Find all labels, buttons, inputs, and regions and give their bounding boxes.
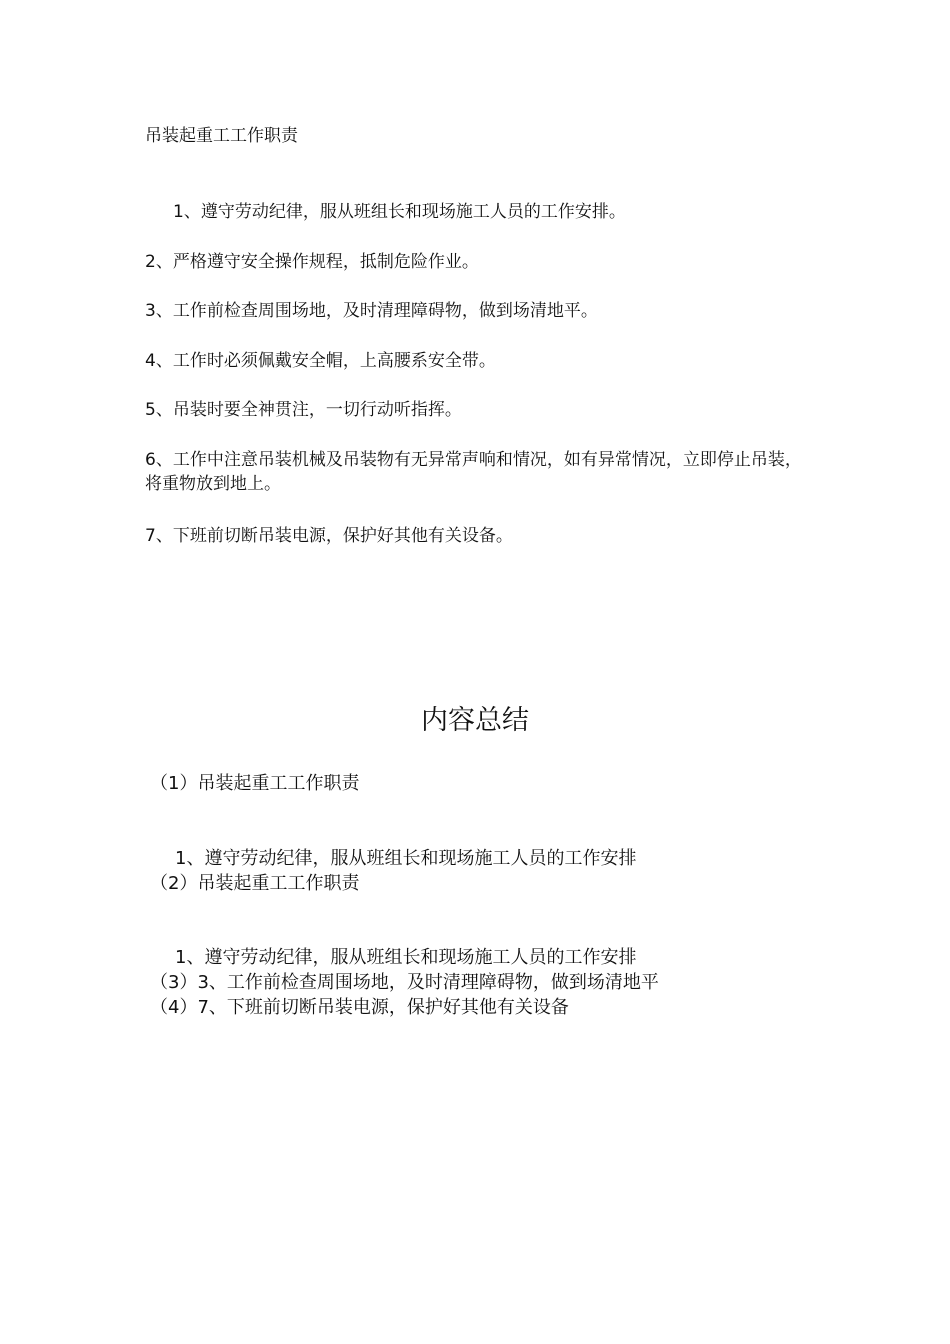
duty-item-1: 1、遵守劳动纪律，服从班组长和现场施工人员的工作安排。 — [173, 202, 626, 222]
duty-item-6: 6、工作中注意吊装机械及吊装物有无异常声响和情况，如有异常情况，立即停止吊装，将重物放到地上。 — [145, 450, 802, 494]
document-title: 吊装起重工工作职责 — [145, 126, 298, 146]
summary-line-2: 1、遵守劳动纪律，服从班组长和现场施工人员的工作安排 — [175, 848, 637, 869]
summary-line-1: （1）吊装起重工工作职责 — [150, 773, 360, 794]
duty-item-2: 2、严格遵守安全操作规程，抵制危险作业。 — [145, 252, 479, 272]
summary-line-6: （4）7、下班前切断吊装电源，保护好其他有关设备 — [150, 997, 569, 1018]
summary-line-5: （3）3、工作前检查周围场地，及时清理障碍物，做到场清地平 — [150, 972, 659, 993]
summary-line-3: （2）吊装起重工工作职责 — [150, 873, 360, 894]
duty-item-7: 7、下班前切断吊装电源，保护好其他有关设备。 — [145, 526, 513, 546]
summary-heading: 内容总结 — [421, 705, 529, 736]
duty-item-5: 5、吊装时要全神贯注，一切行动听指挥。 — [145, 400, 462, 420]
summary-line-4: 1、遵守劳动纪律，服从班组长和现场施工人员的工作安排 — [175, 947, 637, 968]
duty-item-4: 4、工作时必须佩戴安全帽，上高腰系安全带。 — [145, 351, 496, 371]
duty-item-3: 3、工作前检查周围场地，及时清理障碍物，做到场清地平。 — [145, 301, 598, 321]
